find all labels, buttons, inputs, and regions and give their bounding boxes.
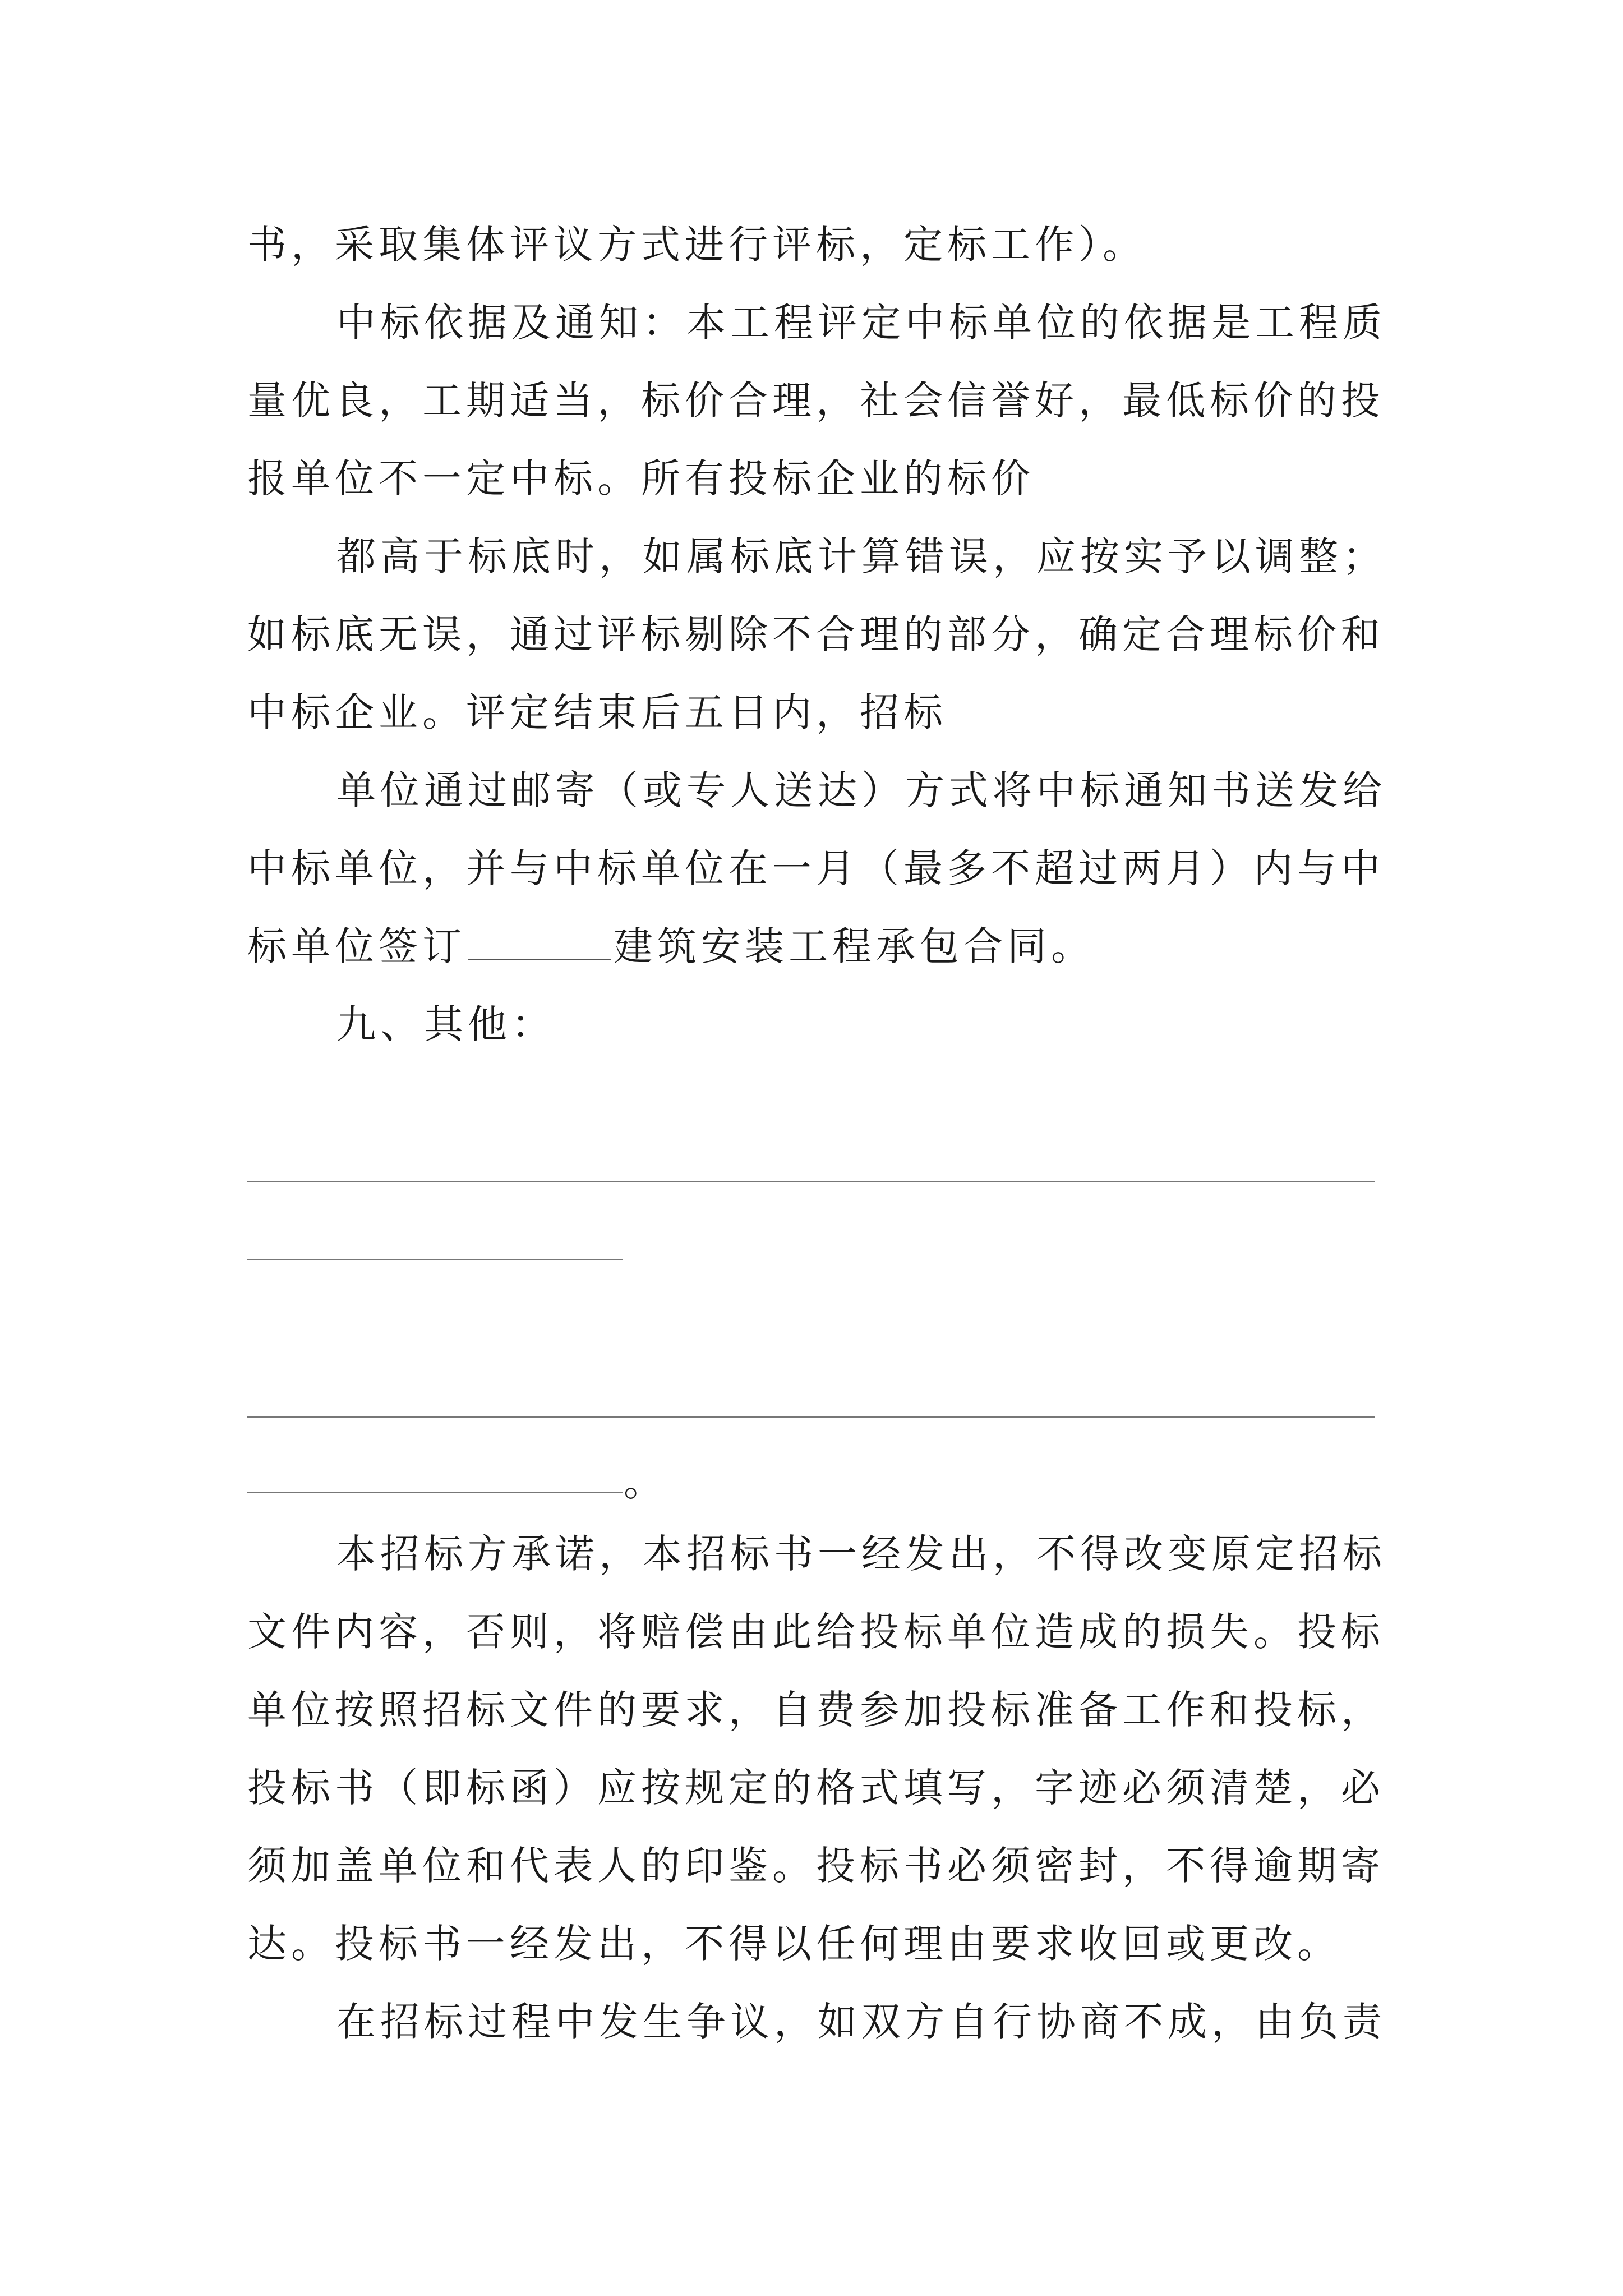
text-line: 单位按照招标文件的要求，自费参加投标准备工作和投标， xyxy=(247,1687,1385,1733)
fill-in-rule xyxy=(247,1181,1375,1182)
text-line: 报单位不一定中标。所有投标企业的标价 xyxy=(247,455,1035,501)
paragraph-first-line: 中标依据及通知：本工程评定中标单位的依据是工程质 xyxy=(336,300,1386,346)
fill-in-rule xyxy=(247,1416,1375,1418)
paragraph-first-line: 在招标过程中发生争议，如双方自行协商不成，由负责 xyxy=(336,1999,1386,2045)
text-segment: 标单位签订 xyxy=(247,923,466,969)
fill-in-blank xyxy=(468,924,611,960)
text-line: 文件内容，否则，将赔偿由此给投标单位造成的损失。投标 xyxy=(247,1609,1385,1655)
text-line: 中标单位，并与中标单位在一月（最多不超过两月）内与中 xyxy=(247,845,1385,891)
text-line: 如标底无误，通过评标剔除不合理的部分，确定合理标价和 xyxy=(247,611,1385,657)
period-mark: 。 xyxy=(624,1459,663,1505)
paragraph-first-line: 本招标方承诺，本招标书一经发出，不得改变原定招标 xyxy=(336,1531,1386,1577)
text-line: 达。投标书一经发出，不得以任何理由要求收回或更改。 xyxy=(247,1921,1341,1967)
text-line: 须加盖单位和代表人的印鉴。投标书必须密封，不得逾期寄 xyxy=(247,1843,1385,1889)
section-heading: 九、其他： xyxy=(336,1001,555,1047)
text-line: 中标企业。评定结束后五日内，招标 xyxy=(247,689,947,735)
text-line: 投标书（即标函）应按规定的格式填写，字迹必须清楚，必 xyxy=(247,1765,1385,1811)
fill-in-rule xyxy=(247,1259,623,1260)
paragraph-first-line: 单位通过邮寄（或专人送达）方式将中标通知书送发给 xyxy=(336,767,1386,813)
text-line-with-blank xyxy=(247,918,1095,974)
text-line: 书，采取集体评议方式进行评标，定标工作）。 xyxy=(247,222,1146,268)
text-line: 量优良，工期适当，标价合理，社会信誉好，最低标价的投 xyxy=(247,378,1385,424)
fill-in-rule xyxy=(247,1492,623,1493)
paragraph-first-line: 都高于标底时，如属标底计算错误，应按实予以调整； xyxy=(336,533,1386,579)
text-segment: 建筑安装工程承包合同。 xyxy=(614,923,1095,969)
